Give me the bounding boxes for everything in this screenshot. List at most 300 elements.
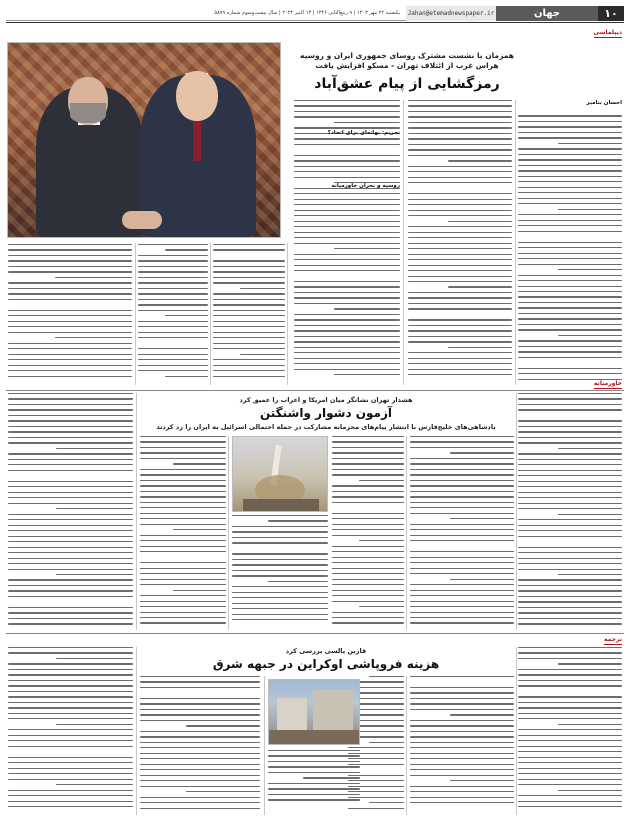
body-text-line [518, 508, 622, 509]
body-text-line [332, 513, 404, 514]
body-text-line [294, 369, 400, 370]
body-text-line [8, 282, 132, 283]
body-text-line [138, 365, 208, 366]
body-text-line [410, 557, 514, 558]
story3-headline: هزینه فروپاشی اوکراین در جبهه شرق [212, 657, 440, 671]
body-text-line [332, 452, 404, 453]
body-text-line [558, 790, 622, 791]
body-text-line [518, 475, 622, 476]
body-text-line [213, 370, 285, 371]
body-text-line [213, 299, 285, 300]
page-number: ۱۰ [598, 6, 624, 21]
body-text-line [410, 535, 514, 536]
body-text-line [8, 255, 132, 256]
body-text-line [268, 581, 328, 582]
body-text-line [410, 622, 514, 623]
body-text-line [518, 225, 622, 226]
body-text-line [332, 622, 404, 623]
body-text-line [518, 618, 622, 619]
body-text-line [232, 564, 328, 565]
body-text-line [268, 755, 360, 756]
body-text-line [140, 496, 226, 497]
body-text-line [173, 463, 226, 464]
body-text-line [8, 409, 133, 410]
body-text-line [408, 314, 512, 315]
body-text-line [408, 127, 512, 128]
body-text-line [294, 160, 400, 161]
story3-overline: قاربن پالسی بررسی کرد [285, 647, 367, 655]
handshake [122, 211, 162, 229]
body-text-line [232, 553, 328, 554]
story2-column-4 [232, 515, 328, 630]
body-text-line [294, 352, 400, 353]
body-text-line [518, 503, 622, 504]
body-text-line [558, 269, 622, 270]
body-text-line [518, 253, 622, 254]
body-text-line [140, 681, 260, 682]
body-text-line [518, 132, 622, 133]
body-text-line [408, 122, 512, 123]
body-text-line [8, 547, 133, 548]
body-text-line [213, 343, 285, 344]
body-text-line [518, 795, 622, 796]
body-text-line [294, 314, 400, 315]
body-text-line [410, 786, 514, 787]
story2-column-1 [518, 393, 622, 630]
body-text-line [294, 265, 400, 266]
body-text-line [332, 612, 404, 613]
body-text-line [8, 768, 133, 769]
body-text-line [138, 304, 208, 305]
body-text-line [56, 448, 134, 449]
body-text-line [294, 325, 400, 326]
story3-column-6 [8, 647, 133, 815]
body-text-line [410, 474, 514, 475]
body-text-line [8, 579, 133, 580]
body-text-line [8, 293, 132, 294]
body-text-line [232, 559, 328, 560]
body-text-line [8, 519, 133, 520]
body-text-line [332, 568, 404, 569]
body-text-line [140, 720, 260, 721]
dateline: یکشنبه ۲۲ مهر ۱۴۰۳ | ۹ ربیع‌الثانی ۱۴۴۶ | ۱۳ اکتبر ۲۰۲۴ | سال بیست‌وسوم شماره ۵۸۷۹ [6, 6, 406, 21]
body-text-line [232, 542, 328, 543]
body-text-line [408, 248, 512, 249]
body-text-line [518, 404, 622, 405]
body-text-line [8, 486, 133, 487]
body-text-line [518, 442, 622, 443]
body-text-line [369, 676, 404, 677]
body-text-line [268, 805, 360, 806]
body-text-line [410, 463, 514, 464]
body-text-line [213, 277, 285, 278]
body-text-line [518, 431, 622, 432]
body-text-line [332, 546, 404, 547]
body-text-line [410, 529, 514, 530]
body-text-line [294, 100, 400, 101]
body-text-line [518, 420, 622, 421]
body-text-line [408, 259, 512, 260]
body-text-line [518, 757, 622, 758]
body-text-line [410, 758, 514, 759]
body-text-line [518, 165, 622, 166]
body-text-line [518, 680, 622, 681]
body-text-line [140, 513, 226, 514]
body-text-line [332, 485, 404, 486]
body-text-line [138, 326, 208, 327]
body-text-line [518, 547, 622, 548]
body-text-line [165, 376, 208, 377]
body-text-line [140, 612, 226, 613]
body-text-line [334, 122, 400, 123]
body-text-line [408, 199, 512, 200]
body-text-line [332, 535, 404, 536]
body-text-line [8, 685, 133, 686]
body-text-line [408, 363, 512, 364]
body-text-line [408, 369, 512, 370]
body-text-line [55, 277, 132, 278]
body-text-line [410, 687, 514, 688]
body-text-line [410, 485, 514, 486]
body-text-line [294, 292, 400, 293]
body-text-line [213, 321, 285, 322]
body-text-line [410, 447, 514, 448]
body-text-line [294, 215, 400, 216]
body-text-line [294, 270, 400, 271]
overline-line-2: هراس غرب از ائتلاف تهران - مسکو افزایش یافت [315, 61, 499, 71]
body-text-line [359, 606, 404, 607]
body-text-line [518, 426, 622, 427]
body-text-line [408, 358, 512, 359]
body-text-line [518, 393, 622, 394]
body-text-line [8, 348, 132, 349]
body-text-line [8, 795, 133, 796]
body-text-line [140, 551, 226, 552]
body-text-line [8, 260, 132, 261]
body-text-line [518, 685, 622, 686]
body-text-line [294, 237, 400, 238]
body-text-line [138, 260, 208, 261]
body-text-line [518, 231, 622, 232]
body-text-line [410, 747, 514, 748]
body-text-line [518, 264, 622, 265]
body-text-line [268, 761, 360, 762]
body-text-line [8, 299, 132, 300]
body-text-line [8, 647, 133, 648]
body-text-line [268, 783, 360, 784]
photo-pezeshkian-putin-handshake [7, 42, 281, 238]
story1-subhead-2: روسیه و بحران خاورمیانه [331, 183, 400, 189]
body-text-line [518, 110, 622, 111]
body-text-line [518, 187, 622, 188]
body-text-line [410, 573, 514, 574]
body-text-line [140, 676, 260, 677]
body-text-line [8, 310, 132, 311]
body-text-line [334, 248, 400, 249]
body-text-line [518, 762, 622, 763]
body-text-line [518, 159, 622, 160]
body-text-line [518, 806, 622, 807]
body-text-line [8, 271, 132, 272]
body-text-line [518, 563, 622, 564]
body-text-line [450, 714, 514, 715]
body-text-line [408, 276, 512, 277]
body-text-line [408, 336, 512, 337]
body-text-line [518, 691, 622, 692]
body-text-line [140, 502, 226, 503]
body-text-line [408, 243, 512, 244]
body-text-line [408, 193, 512, 194]
body-text-line [8, 707, 133, 708]
body-text-line [140, 731, 260, 732]
body-text-line [140, 452, 226, 453]
body-text-line [8, 713, 133, 714]
body-text-line [213, 249, 285, 250]
body-text-line [186, 725, 260, 726]
body-text-line [558, 209, 622, 210]
body-text-line [410, 491, 514, 492]
story2-overline: هشدار تهران نشانگر میان امریکا و اعراب را عمیق کرد [239, 396, 413, 404]
body-text-line [294, 286, 400, 287]
body-text-line [173, 529, 226, 530]
body-text-line [558, 724, 622, 725]
body-text-line [8, 691, 133, 692]
body-text-line [294, 149, 400, 150]
body-text-line [332, 579, 404, 580]
body-text-line [232, 592, 328, 593]
story3-column-5 [140, 676, 260, 815]
body-text-line [8, 244, 132, 245]
body-text-line [56, 724, 134, 725]
body-text-line [8, 398, 133, 399]
body-text-line [268, 750, 360, 751]
body-text-line [232, 603, 328, 604]
body-text-line [213, 365, 285, 366]
body-text-line [518, 464, 622, 465]
body-text-line [232, 614, 328, 615]
body-text-line [410, 562, 514, 563]
body-text-line [408, 116, 512, 117]
body-text-line [518, 801, 622, 802]
body-text-line [294, 341, 400, 342]
body-text-line [8, 492, 133, 493]
body-text-line [410, 731, 514, 732]
body-text-line [410, 769, 514, 770]
body-text-line [518, 214, 622, 215]
body-text-line [140, 687, 260, 688]
body-text-line [332, 496, 404, 497]
story1-column-1 [518, 110, 622, 385]
body-text-line [138, 277, 208, 278]
body-text-line [140, 802, 260, 803]
body-text-line [56, 508, 134, 509]
story1-headline: رمزگشایی از پیام عشق‌آباد [314, 76, 500, 92]
body-text-line [213, 310, 285, 311]
body-text-line [8, 623, 133, 624]
body-text-line [518, 154, 622, 155]
body-text-line [410, 617, 514, 618]
body-text-line [294, 330, 400, 331]
body-text-line [56, 574, 134, 575]
story1-column-4 [213, 244, 285, 385]
body-text-line [294, 199, 400, 200]
body-text-line [518, 398, 622, 399]
body-text-line [518, 579, 622, 580]
body-text-line [518, 652, 622, 653]
body-text-line [8, 585, 133, 586]
body-text-line [410, 681, 514, 682]
body-text-line [348, 747, 404, 748]
body-text-line [8, 332, 132, 333]
body-text-line [8, 674, 133, 675]
body-text-line [518, 497, 622, 498]
body-text-line [410, 742, 514, 743]
body-text-line [410, 436, 514, 437]
body-text-line [408, 303, 512, 304]
body-text-line [8, 779, 133, 780]
body-text-line [518, 713, 622, 714]
body-text-line [558, 448, 622, 449]
body-text-line [410, 753, 514, 754]
body-text-line [332, 458, 404, 459]
body-text-line [408, 204, 512, 205]
body-text-line [140, 769, 260, 770]
story3-column-2 [410, 676, 514, 815]
body-text-line [518, 236, 622, 237]
body-text-line [294, 204, 400, 205]
body-text-line [518, 409, 622, 410]
body-text-line [518, 258, 622, 259]
body-text-line [8, 680, 133, 681]
body-text-line [334, 308, 400, 309]
body-text-line [518, 368, 622, 369]
body-text-line [294, 297, 400, 298]
story2-column-6 [8, 393, 133, 630]
body-text-line [140, 758, 260, 759]
body-text-line [410, 502, 514, 503]
body-text-line [408, 265, 512, 266]
body-text-line [232, 548, 328, 549]
body-text-line [518, 558, 622, 559]
body-text-line [8, 365, 132, 366]
body-text-line [408, 166, 512, 167]
body-text-line [232, 537, 328, 538]
body-text-line [140, 436, 226, 437]
body-text-line [518, 552, 622, 553]
body-text-line [140, 518, 226, 519]
body-text-line [8, 729, 133, 730]
body-text-line [332, 463, 404, 464]
body-text-line [140, 709, 260, 710]
body-text-line [518, 302, 622, 303]
body-text-line [140, 491, 226, 492]
body-text-line [410, 692, 514, 693]
body-text-line [518, 126, 622, 127]
body-text-line [140, 584, 226, 585]
body-text-line [268, 794, 360, 795]
body-text-line [448, 221, 512, 222]
body-text-line [213, 293, 285, 294]
body-text-line [332, 469, 404, 470]
body-text-line [332, 529, 404, 530]
body-text-line [8, 607, 133, 608]
body-text-line [410, 590, 514, 591]
body-text-line [294, 363, 400, 364]
body-text-line [332, 436, 404, 437]
body-text-line [138, 337, 208, 338]
body-text-line [213, 260, 285, 261]
body-text-line [518, 296, 622, 297]
body-text-line [140, 622, 226, 623]
body-text-line [165, 249, 208, 250]
body-text-line [8, 601, 133, 602]
body-text-line [294, 105, 400, 106]
body-text-line [408, 254, 512, 255]
body-text-line [410, 551, 514, 552]
body-text-line [558, 574, 622, 575]
body-text-line [138, 359, 208, 360]
body-text-line [408, 297, 512, 298]
body-text-line [140, 441, 226, 442]
body-text-line [518, 115, 622, 116]
body-text-line [518, 607, 622, 608]
body-text-line [410, 736, 514, 737]
body-text-line [294, 347, 400, 348]
body-text-line [138, 310, 208, 311]
body-text-line [518, 247, 622, 248]
body-text-line [294, 336, 400, 337]
body-text-line [8, 437, 133, 438]
body-text-line [518, 746, 622, 747]
body-text-line [518, 740, 622, 741]
body-text-line [332, 617, 404, 618]
body-text-line [410, 513, 514, 514]
body-text-line [518, 647, 622, 648]
body-text-line [56, 784, 134, 785]
body-text-line [518, 735, 622, 736]
body-text-line [518, 121, 622, 122]
body-text-line [410, 469, 514, 470]
body-text-line [410, 601, 514, 602]
body-text-line [448, 347, 512, 348]
body-text-line [138, 370, 208, 371]
body-text-line [408, 270, 512, 271]
body-text-line [140, 764, 260, 765]
body-text-line [8, 315, 132, 316]
body-text-line [8, 266, 132, 267]
body-text-line [294, 319, 400, 320]
body-text-line [518, 612, 622, 613]
body-text-line [408, 177, 512, 178]
body-text-line [186, 791, 260, 792]
story1-author: احسان بنامیر [586, 100, 622, 106]
body-text-line [138, 348, 208, 349]
body-text-line [8, 762, 133, 763]
body-text-line [140, 606, 226, 607]
body-text-line [8, 464, 133, 465]
body-text-line [518, 541, 622, 542]
body-text-line [232, 515, 328, 516]
story1-column-6 [8, 244, 132, 385]
body-text-line [332, 524, 404, 525]
body-text-line [410, 568, 514, 569]
body-text-line [518, 329, 622, 330]
story1-column-3 [294, 100, 400, 385]
body-text-line [8, 669, 133, 670]
body-text-line [213, 376, 285, 377]
body-text-line [518, 707, 622, 708]
body-text-line [8, 541, 133, 542]
